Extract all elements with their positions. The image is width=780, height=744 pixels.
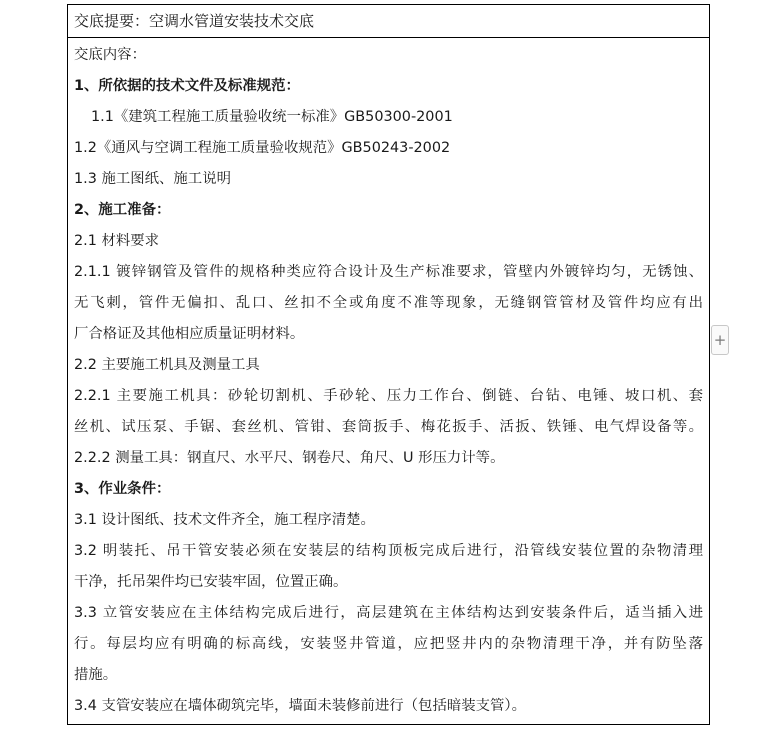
content-line: 1.3 施工图纸、施工说明 xyxy=(74,171,231,187)
content-line: 2.2 主要施工机具及测量工具 xyxy=(74,357,260,373)
content-line: 厂合格证及其他相应质量证明材料。 xyxy=(74,326,305,342)
content-line: 3.3 立管安装应在主体结构完成后进行，高层建筑在主体结构达到安装条件后，适当插入进 xyxy=(74,605,703,621)
content-line: 交底内容： xyxy=(74,47,146,63)
content-line: 丝机、试压泵、手锯、套丝机、管钳、套筒扳手、梅花扳手、活扳、铁锤、电气焊设备等。 xyxy=(74,419,703,435)
header-text: 交底提要：空调水管道安装技术交底 xyxy=(74,12,315,30)
content-line: 2.2.2 测量工具：钢直尺、水平尺、钢卷尺、角尺、U 形压力计等。 xyxy=(74,450,505,466)
content-line: 2.2.1 主要施工机具：砂轮切割机、手砂轮、压力工作台、倒链、台钻、电锤、坡口机、套 xyxy=(74,388,703,404)
content-line: 3.1 设计图纸、技术文件齐全，施工程序清楚。 xyxy=(74,512,375,528)
content-line: 3、作业条件： xyxy=(74,481,171,497)
content-line: 1.1《建筑工程施工质量验收统一标准》GB50300-2001 xyxy=(91,109,453,125)
content-line: 2、施工准备： xyxy=(74,202,171,218)
plus-icon: + xyxy=(713,331,727,349)
document-frame xyxy=(67,4,710,725)
content-line: 1.2《通风与空调工程施工质量验收规范》GB50243-2002 xyxy=(74,140,451,156)
content-cell xyxy=(68,38,709,722)
content-line: 2.1 材料要求 xyxy=(74,233,160,249)
expand-plus-button[interactable] xyxy=(711,325,729,355)
content-line: 2.1.1 镀锌钢管及管件的规格种类应符合设计及生产标准要求，管壁内外镀锌均匀，无锈蚀、 xyxy=(74,264,703,280)
content-line: 措施。 xyxy=(74,667,118,683)
content-line: 1、所依据的技术文件及标准规范： xyxy=(74,78,300,94)
content-line: 无飞刺，管件无偏扣、乱口、丝扣不全或角度不准等现象，无缝钢管管材及管件均应有出 xyxy=(74,295,703,311)
content-line: 行。每层均应有明确的标高线，安装竖井管道，应把竖井内的杂物清理干净，并有防坠落 xyxy=(74,636,703,652)
content-line: 3.2 明装托、吊干管安装必须在安装层的结构顶板完成后进行，沿管线安装位置的杂物清理 xyxy=(74,543,703,559)
content-line: 3.4 支管安装应在墙体砌筑完毕，墙面未装修前进行（包括暗装支管）。 xyxy=(74,698,526,714)
header-cell xyxy=(68,5,709,38)
content-line: 干净，托吊架件均已安装牢固，位置正确。 xyxy=(74,574,348,590)
